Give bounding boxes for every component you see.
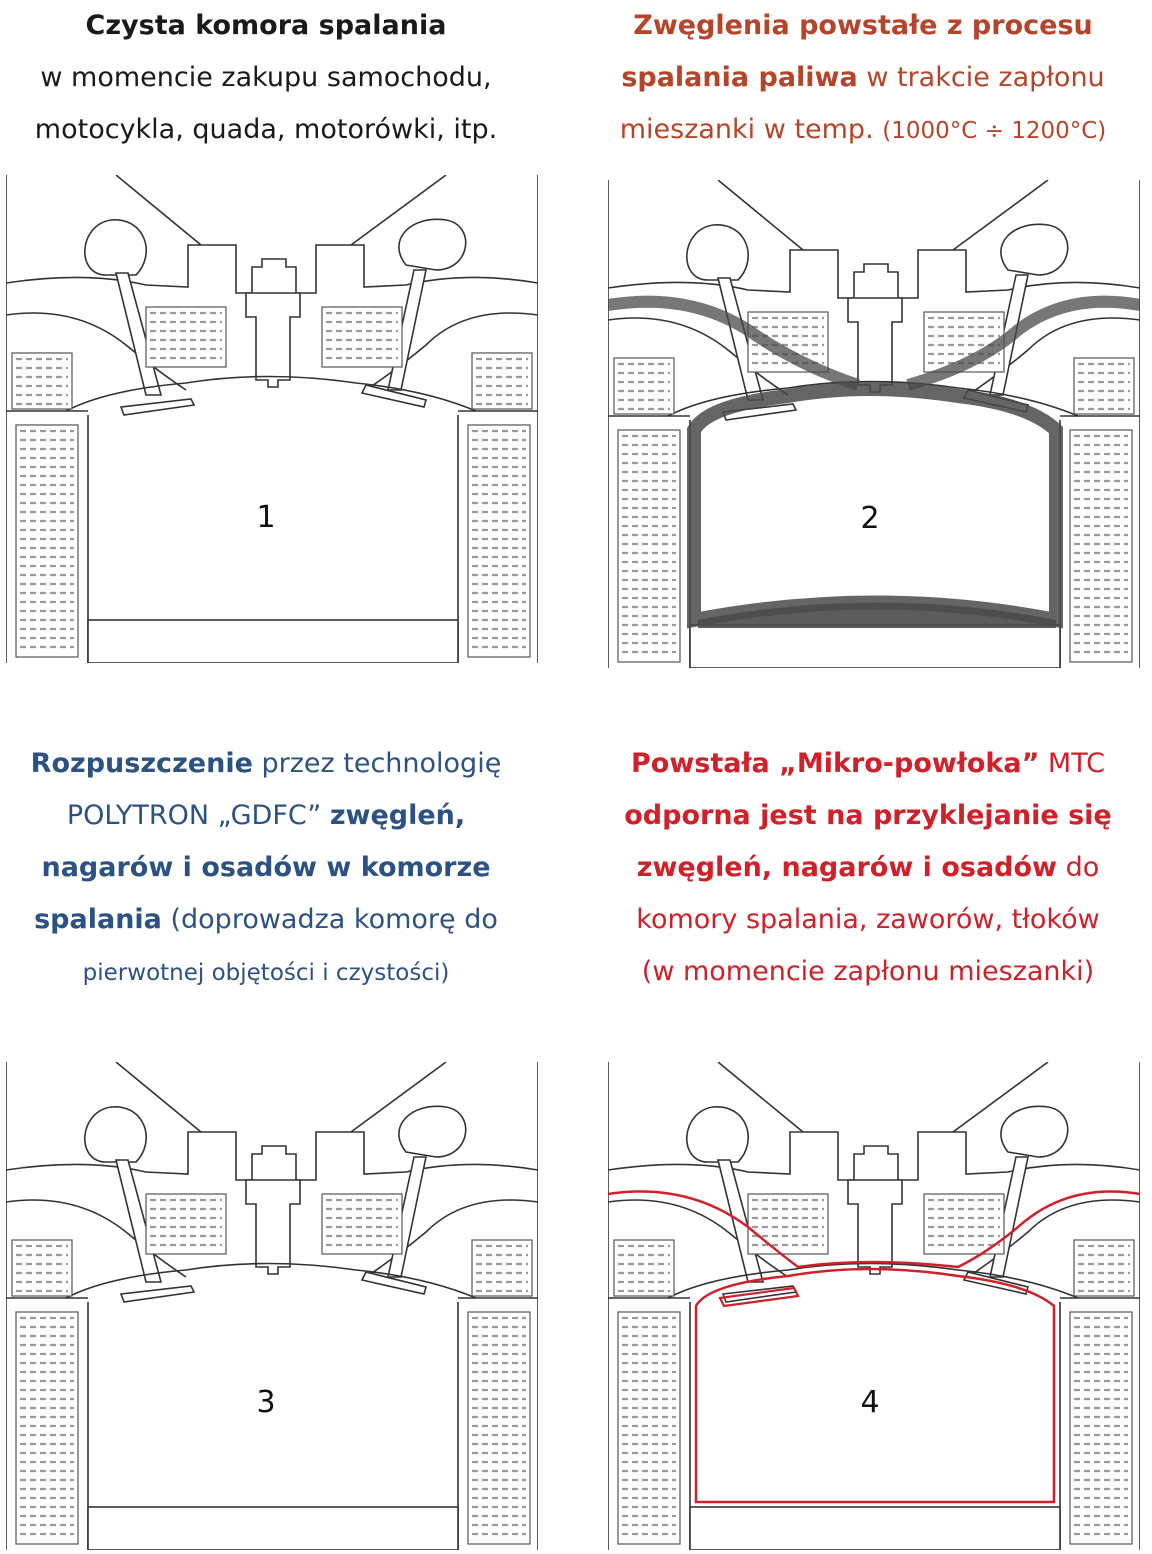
coolant-left-upper <box>12 353 72 409</box>
coolant-right-upper-frame <box>1074 358 1134 414</box>
caption-text: komory spalania, zaworów, tłoków <box>636 904 1100 935</box>
coolant-left-jacket <box>618 1312 680 1544</box>
panel-number-4: 4 <box>860 1385 880 1420</box>
caption-text: przez technologię <box>252 748 502 779</box>
port-lines <box>718 1062 1048 1132</box>
caption-carbon-deposits <box>598 0 1128 157</box>
cam-left <box>687 225 748 280</box>
coolant-right-jacket <box>468 1312 530 1544</box>
valve-head-left <box>121 399 194 415</box>
port-lines <box>116 1062 446 1132</box>
caption-line <box>598 842 1138 894</box>
caption-text: (w momencie zapłonu mieszanki) <box>641 956 1095 987</box>
coolant-head-right <box>322 307 402 367</box>
panel-clean-chamber <box>6 175 538 663</box>
caption-line <box>0 52 532 104</box>
coolant-left-upper-frame <box>12 353 72 409</box>
piston-top <box>88 620 458 663</box>
caption-text: Zwęglenia powstałe z procesu <box>633 10 1093 41</box>
caption-text: pierwotnej objętości i czystości) <box>82 960 450 986</box>
panel-number-3: 3 <box>256 1385 276 1420</box>
panel-micro-coating <box>608 1062 1140 1550</box>
chamber-diagram-2 <box>608 180 1140 668</box>
spark-plug <box>246 293 300 387</box>
caption-text: nagarów i osadów w komorze <box>41 852 491 883</box>
panel-number-1: 1 <box>256 500 276 535</box>
coolant-left-jacket <box>618 430 680 662</box>
caption-text: (1000°C ÷ 1200°C) <box>882 118 1107 144</box>
panel-dissolution <box>6 1062 538 1550</box>
coolant-left-upper-frame <box>614 1240 674 1296</box>
coolant-head-right <box>322 1194 402 1254</box>
caption-text: spalania paliwa <box>621 62 858 93</box>
caption-text: w momencie zakupu samochodu, <box>40 62 492 93</box>
piston-top <box>690 1507 1060 1550</box>
caption-line <box>598 0 1128 52</box>
caption-text: w trakcie zapłonu <box>857 62 1105 93</box>
coolant-head-left <box>146 1194 226 1254</box>
caption-line <box>0 104 532 156</box>
coolant-left-upper <box>12 1240 72 1296</box>
port-lines <box>116 175 446 245</box>
cam-right <box>399 1106 466 1157</box>
coolant-left-jacket-frame <box>16 1312 78 1544</box>
cam-right <box>399 219 466 270</box>
caption-line <box>0 738 532 790</box>
caption-line <box>0 842 532 894</box>
coolant-left-jacket-frame <box>16 425 78 657</box>
cam-left <box>85 220 146 275</box>
coolant-right-upper <box>472 1240 532 1296</box>
spark-plug <box>246 1180 300 1274</box>
caption-text: zwęgleń, nagarów i osadów <box>636 852 1057 883</box>
caption-text: (doprowadza komorę do <box>161 904 498 935</box>
coolant-right-upper-frame <box>472 1240 532 1296</box>
caption-text: mieszanki w temp. <box>619 114 883 145</box>
caption-text: POLYTRON „GDFC” <box>66 800 330 831</box>
valve-head-left <box>121 1286 194 1302</box>
coolant-right-jacket-frame <box>468 425 530 657</box>
coolant-left-jacket-frame <box>618 1312 680 1544</box>
caption-text: Powstała „Mikro-powłoka” <box>631 748 1040 779</box>
caption-text: Czysta komora spalania <box>85 10 447 41</box>
caption-text: Rozpuszczenie <box>30 748 253 779</box>
caption-text: zwęgleń, <box>329 800 466 831</box>
cam-right <box>1001 224 1068 275</box>
caption-line <box>598 738 1138 790</box>
panel-number-2: 2 <box>860 501 880 536</box>
coolant-right-jacket-frame <box>1070 1312 1132 1544</box>
coolant-left-jacket <box>16 425 78 657</box>
caption-line <box>0 894 532 946</box>
spark-plug <box>848 298 902 392</box>
caption-micro-coating <box>598 738 1138 998</box>
caption-line <box>0 0 532 52</box>
caption-line <box>598 104 1128 157</box>
coolant-left-upper-frame <box>12 1240 72 1296</box>
coolant-right-jacket <box>468 425 530 657</box>
piston-top <box>690 625 1060 668</box>
caption-line <box>598 790 1138 842</box>
coolant-left-upper <box>614 1240 674 1296</box>
coolant-right-jacket <box>1070 430 1132 662</box>
coolant-left-upper <box>614 358 674 414</box>
caption-text: odporna jest na przyklejanie się <box>624 800 1112 831</box>
coolant-right-upper <box>1074 358 1134 414</box>
panel-carbon-deposits <box>608 180 1140 668</box>
coolant-head-left <box>748 1194 828 1254</box>
coolant-right-upper <box>1074 1240 1134 1296</box>
coolant-right-upper-frame <box>472 353 532 409</box>
coolant-right-jacket <box>1070 1312 1132 1544</box>
caption-line <box>598 894 1138 946</box>
caption-line <box>598 946 1138 998</box>
cam-left <box>687 1107 748 1162</box>
coolant-left-jacket-frame <box>618 430 680 662</box>
chamber-diagram-3 <box>6 1062 538 1550</box>
cam-right <box>1001 1106 1068 1157</box>
chamber-diagram-4 <box>608 1062 1140 1550</box>
caption-text: do <box>1057 852 1100 883</box>
caption-text: motocykla, quada, motorówki, itp. <box>34 114 498 145</box>
chamber-diagram-1 <box>6 175 538 663</box>
coolant-head-left <box>146 307 226 367</box>
caption-clean-chamber <box>0 0 532 156</box>
coolant-right-upper-frame <box>1074 1240 1134 1296</box>
coolant-right-jacket-frame <box>468 1312 530 1544</box>
caption-line <box>0 946 532 999</box>
coolant-head-right <box>924 1194 1004 1254</box>
caption-dissolution <box>0 738 532 999</box>
cam-left <box>85 1107 146 1162</box>
port-lines <box>718 180 1048 250</box>
caption-line <box>598 52 1128 104</box>
coolant-left-jacket <box>16 1312 78 1544</box>
caption-line <box>0 790 532 842</box>
caption-text: spalania <box>34 904 162 935</box>
caption-text: MTC <box>1039 748 1105 779</box>
coolant-right-jacket-frame <box>1070 430 1132 662</box>
piston-top <box>88 1507 458 1550</box>
spark-plug <box>848 1180 902 1274</box>
coolant-left-upper-frame <box>614 358 674 414</box>
coolant-right-upper <box>472 353 532 409</box>
